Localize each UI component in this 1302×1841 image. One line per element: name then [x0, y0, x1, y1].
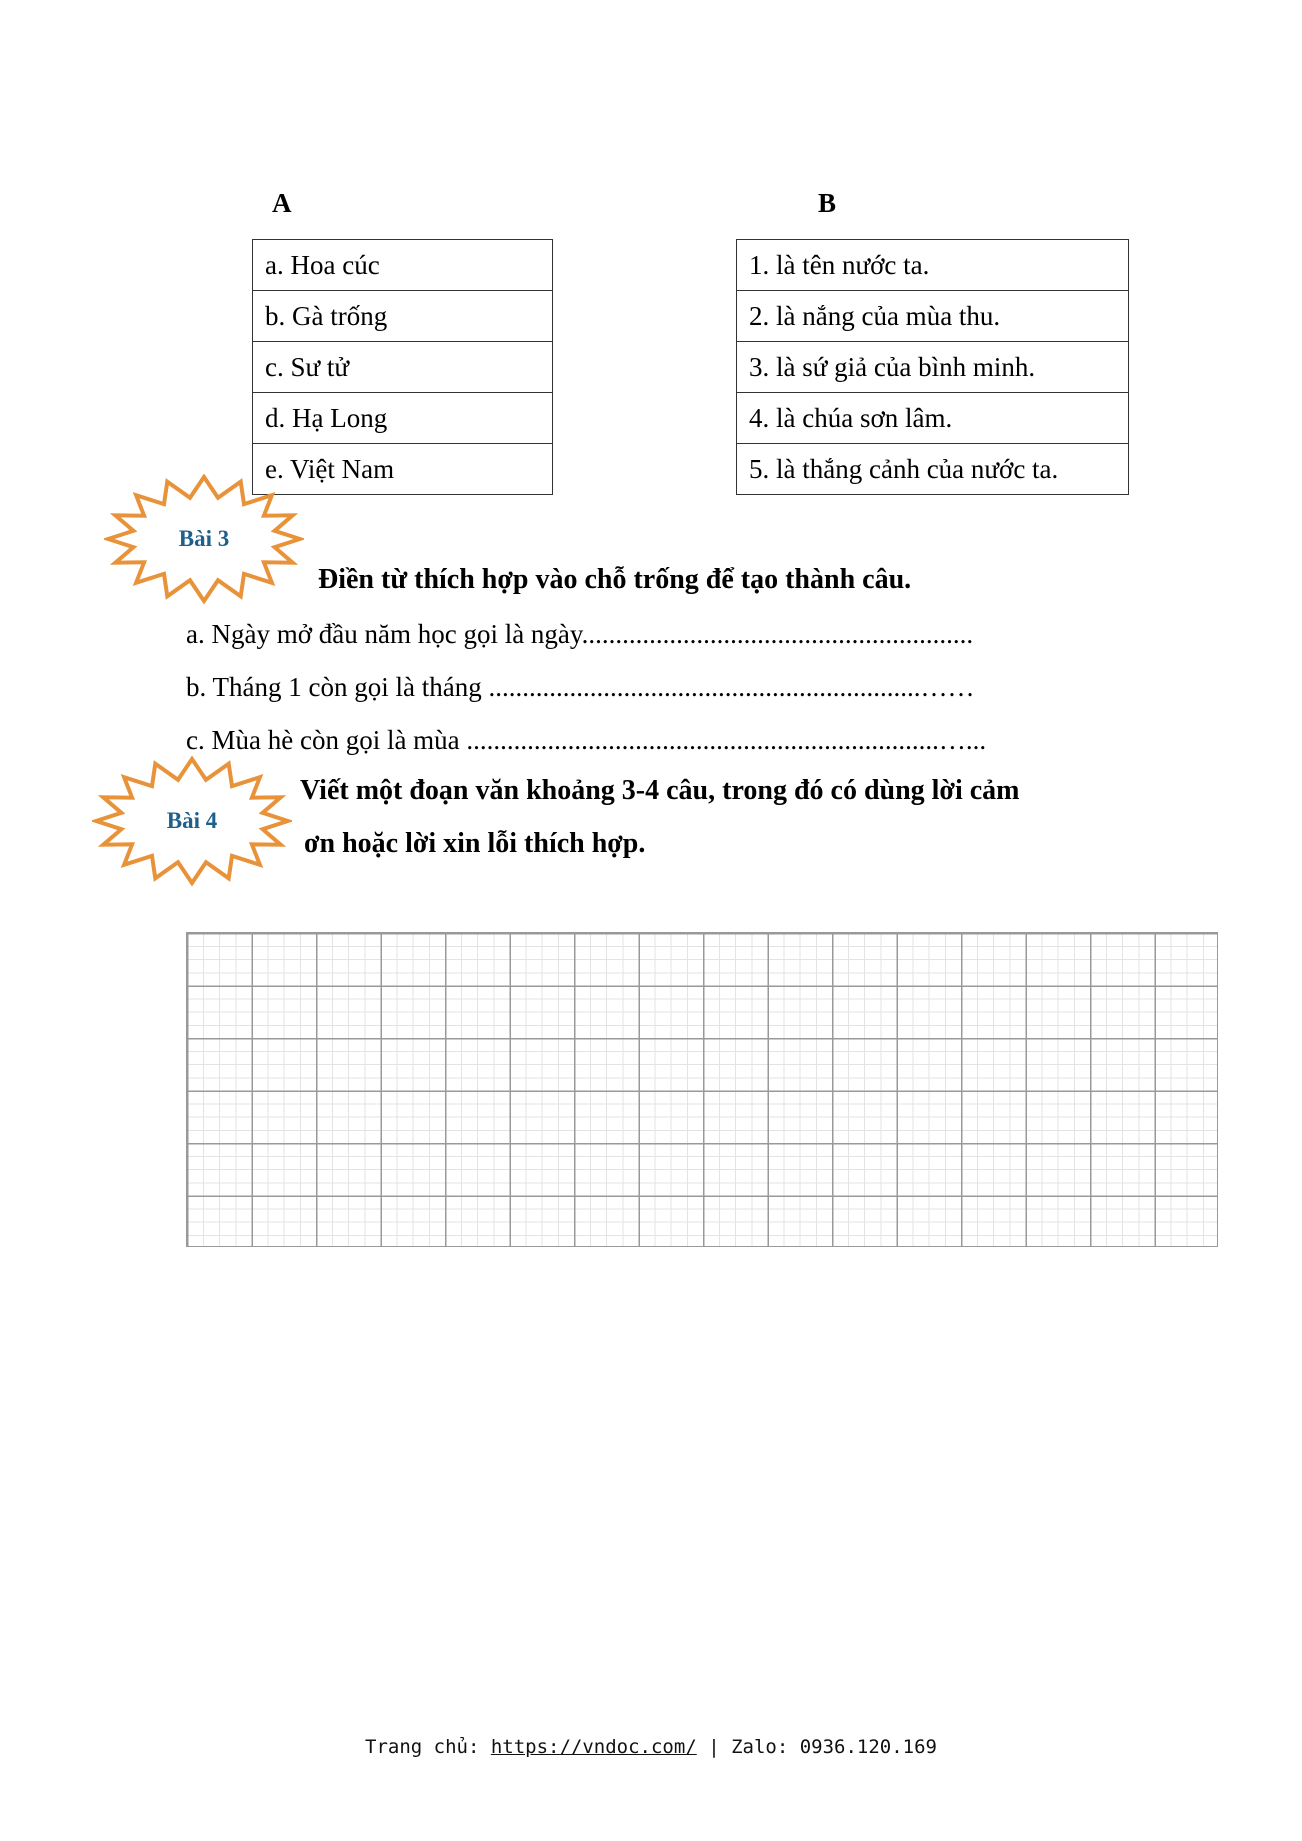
column-a-item: a. Hoa cúc	[253, 240, 553, 291]
bai3-line-b: b. Tháng 1 còn gọi là tháng ................................................................……	[186, 672, 975, 702]
column-b-item: 4. là chúa sơn lâm.	[737, 393, 1129, 444]
bai3-badge	[104, 474, 304, 604]
bai4-badge-label: Bài 4	[166, 808, 218, 833]
footer-prefix: Trang chủ:	[365, 1736, 491, 1758]
column-a-item: c. Sư tử	[253, 342, 553, 393]
bai3-badge-label: Bài 3	[178, 526, 230, 551]
footer-separator: |	[696, 1736, 732, 1758]
bai3-line-c: c. Mùa hè còn gọi là mùa ......................................................................…...	[186, 725, 987, 755]
column-a-heading: A	[272, 188, 292, 218]
writing-grid[interactable]	[186, 932, 1218, 1247]
footer-link[interactable]: https://vndoc.com/	[490, 1736, 697, 1758]
bai4-title-line1: Viết một đoạn văn khoảng 3-4 câu, trong đó có dùng lời cảm	[300, 775, 1020, 806]
bai3-line-a: a. Ngày mở đầu năm học gọi là ngày..........................................................	[186, 619, 974, 649]
column-b-item: 2. là nắng của mùa thu.	[737, 291, 1129, 342]
column-a-item: e. Việt Nam	[253, 444, 553, 495]
bai3-title: Điền từ thích hợp vào chỗ trống để tạo thành câu.	[318, 564, 912, 595]
column-a-table	[252, 239, 553, 495]
column-b-item: 3. là sứ giả của bình minh.	[737, 342, 1129, 393]
column-b-item: 5. là thắng cảnh của nước ta.	[737, 444, 1129, 495]
column-b-heading: B	[818, 188, 837, 218]
column-b-item: 1. là tên nước ta.	[737, 240, 1129, 291]
column-a-item: d. Hạ Long	[253, 393, 553, 444]
footer-zalo: Zalo: 0936.120.169	[731, 1736, 937, 1758]
bai4-badge	[92, 756, 292, 886]
column-b-table	[736, 239, 1129, 495]
column-a-item: b. Gà trống	[253, 291, 553, 342]
bai4-title-line2: ơn hoặc lời xin lỗi thích hợp.	[304, 828, 646, 859]
footer	[0, 1736, 1302, 1758]
